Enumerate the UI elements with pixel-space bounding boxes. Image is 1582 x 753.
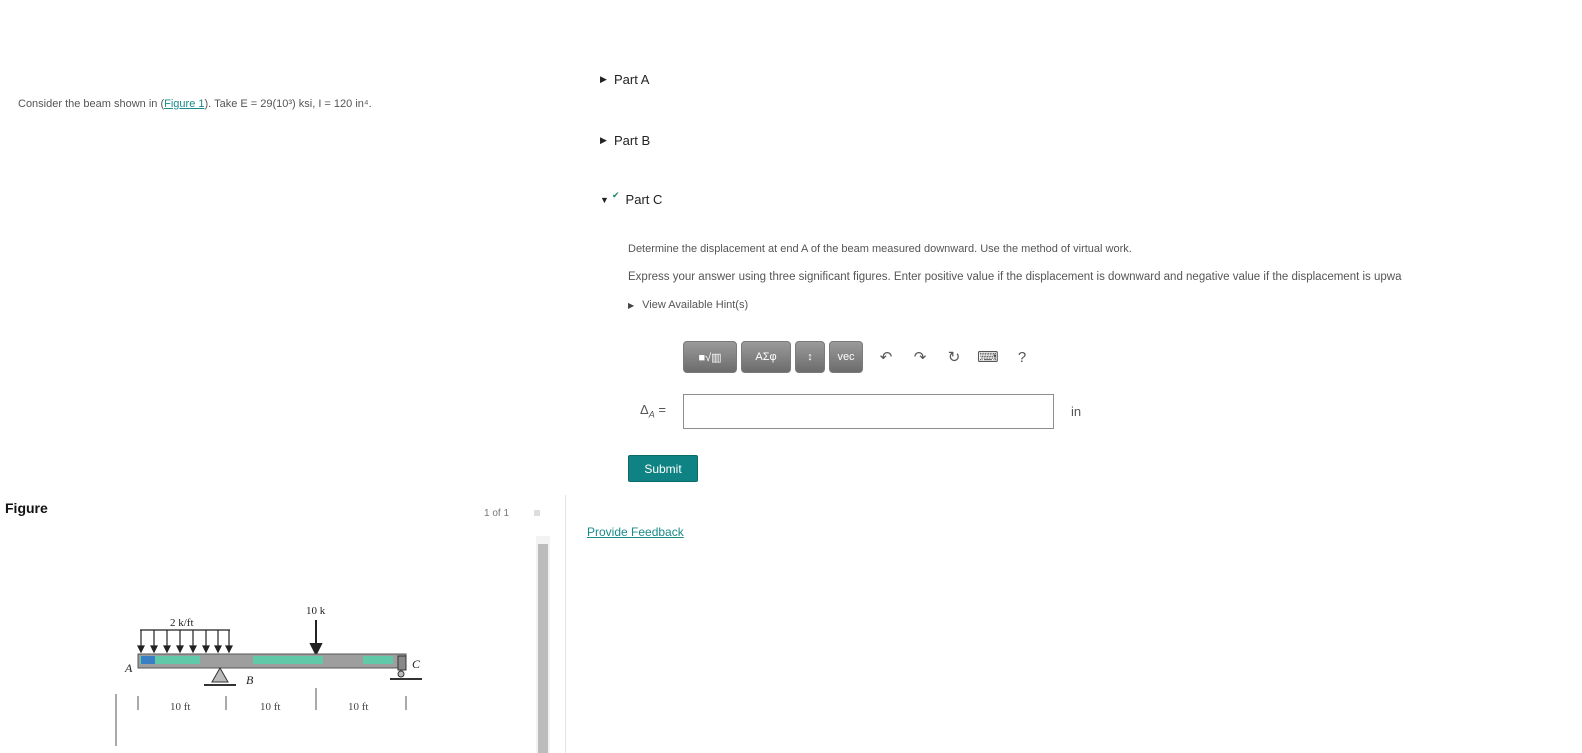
hint-toggle[interactable] <box>628 299 748 311</box>
beam-figure <box>108 598 438 753</box>
point-load-arrow <box>311 620 321 654</box>
keyboard-icon[interactable]: ⌨ <box>977 349 999 366</box>
math-toolbar <box>683 341 1037 373</box>
point-a-label: A <box>125 661 133 675</box>
point-b-label: B <box>246 673 254 687</box>
reset-icon[interactable]: ↻ <box>947 349 961 366</box>
greek-letters-button[interactable]: ΑΣφ <box>741 341 791 373</box>
answer-equals: = <box>658 402 666 417</box>
undo-icon[interactable]: ↶ <box>879 349 893 366</box>
answer-variable: Δ <box>640 402 649 417</box>
distributed-load-arrows <box>138 630 232 652</box>
problem-statement <box>18 98 372 110</box>
chevron-right-icon: ▶ <box>628 300 635 310</box>
figure-title: Figure <box>5 500 48 516</box>
answer-input[interactable] <box>683 394 1054 429</box>
provide-feedback-link[interactable]: Provide Feedback <box>587 525 684 539</box>
answer-subscript: A <box>648 409 655 420</box>
problem-text-after: ). Take E = 29(10³) ksi, I = 120 in⁴. <box>204 98 372 110</box>
part-c-header[interactable] <box>600 192 662 207</box>
figure-scrollbar-thumb[interactable] <box>538 544 548 753</box>
help-icon[interactable]: ? <box>1017 348 1027 366</box>
redo-icon[interactable]: ↷ <box>913 349 927 366</box>
chevron-right-icon: ▶ <box>600 135 607 145</box>
chevron-down-icon: ▼ <box>600 194 609 205</box>
templates-button[interactable]: ■√▥ <box>683 341 737 373</box>
hint-label: View Available Hint(s) <box>642 299 749 311</box>
chevron-right-icon: ▶ <box>600 74 607 84</box>
part-a-header[interactable] <box>600 72 649 87</box>
part-b-header[interactable] <box>600 133 650 148</box>
figure-next-button[interactable] <box>534 510 540 516</box>
part-c-label: Part C <box>625 192 663 207</box>
vec-button[interactable]: vec <box>829 341 863 373</box>
span-3-label: 10 ft <box>348 701 369 713</box>
panel-divider <box>565 495 566 753</box>
span-1-label: 10 ft <box>170 701 191 713</box>
answer-label <box>640 402 666 420</box>
problem-text-before: Consider the beam shown in ( <box>18 98 165 110</box>
part-b-label: Part B <box>614 133 651 148</box>
figure-pager: 1 of 1 <box>484 508 510 519</box>
span-2-label: 10 ft <box>260 701 281 713</box>
figure-link[interactable]: Figure 1 <box>164 98 205 110</box>
part-a-label: Part A <box>614 72 650 87</box>
vector-arrows-button[interactable]: ↕ <box>795 341 825 373</box>
part-c-instruction: Express your answer using three significant figures. Enter positive value if the displacement is downward and negative value if the displacement is upwa <box>628 271 1402 283</box>
part-c-question: Determine the displacement at end A of the beam measured downward. Use the method of virtual work. <box>628 243 1132 255</box>
point-c-label: C <box>412 657 421 671</box>
submit-button[interactable]: Submit <box>628 455 698 482</box>
distributed-load-label: 2 k/ft <box>170 617 194 629</box>
checkmark-icon: ✔ <box>612 190 620 200</box>
point-load-label: 10 k <box>306 605 326 617</box>
dimension-marks <box>116 688 406 746</box>
support-b <box>204 668 236 685</box>
answer-unit: in <box>1071 404 1082 419</box>
